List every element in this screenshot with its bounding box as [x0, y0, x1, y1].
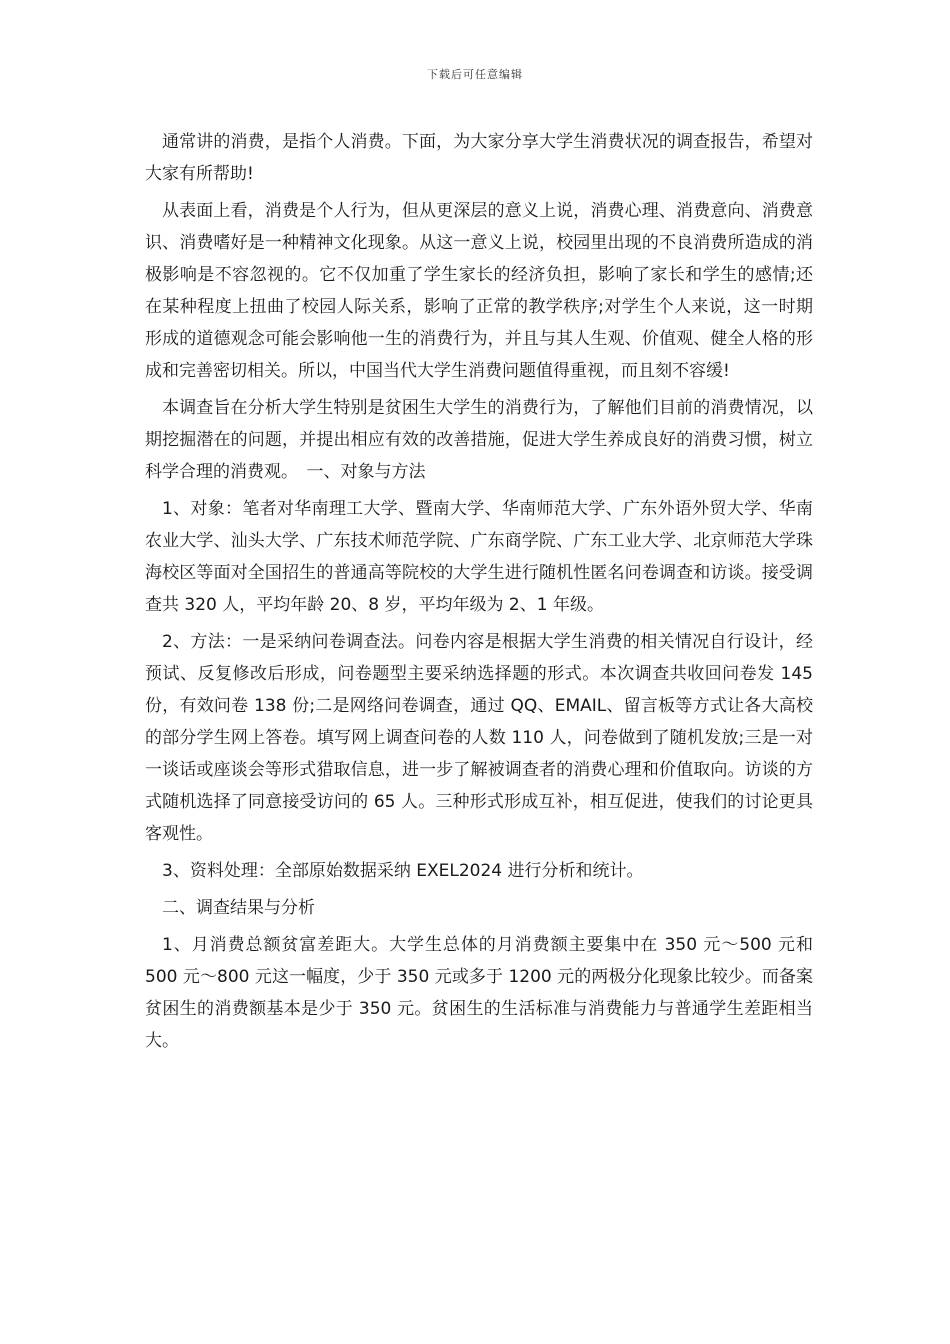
header-note: 下载后可任意编辑 [427, 68, 523, 81]
paragraph-subjects: 1、对象：笔者对华南理工大学、暨南大学、华南师范大学、广东外语外贸大学、华南农业大学、汕头大学、广东技术师范学院、广东商学院、广东工业大学、北京师范大学珠海校区等面对全国招生的普通高等院校的大学生进行随机性匿名问卷调查和访谈。接受调查共 320 人，平均年龄 20、8 岁，平均年级为 2、1 年级。 [145, 499, 813, 615]
paragraph-intro: 通常讲的消费，是指个人消费。下面，为大家分享大学生消费状况的调查报告，希望对大家有所帮助! [145, 132, 813, 184]
section-heading-results: 二、调查结果与分析 [162, 898, 315, 918]
paragraph-background: 从表面上看，消费是个人行为，但从更深层的意义上说，消费心理、消费意向、消费意识、消费嗜好是一种精神文化现象。从这一意义上说，校园里出现的不良消费所造成的消极影响是不容忽视的。它不仅加重了学生家长的经济负担，影响了家长和学生的感情;还在某种程度上扭曲了校园人际关系，影响了正常的教学秩序;对学生个人来说，这一时期形成的道德观念可能会影响他一生的消费行为，并且与其人生观、价值观、健全人格的形成和完善密切相关。所以，中国当代大学生消费问题值得重视，而且刻不容缓! [145, 201, 813, 381]
paragraph-purpose: 本调查旨在分析大学生特别是贫困生大学生的消费行为，了解他们目前的消费情况，以期挖掘潜在的问题，并提出相应有效的改善措施，促进大学生养成良好的消费习惯，树立科学合理的消费观。 一、对象与方法 [145, 398, 813, 482]
paragraph-methods: 2、方法：一是采纳问卷调查法。问卷内容是根据大学生消费的相关情况自行设计，经预试、反复修改后形成，问卷题型主要采纳选择题的形式。本次调查共收回问卷发 145 份，有效问卷 138 份;二是网络问卷调查，通过 QQ、EMAIL、留言板等方式让各大高校的部分学生网上答卷。填写网上调查问卷的人数 110 人，问卷做到了随机发放;三是一对一谈话或座谈会等形式猎取信息，进一步了解被调查者的消费心理和价值取向。访谈的方式随机选择了同意接受访问的 65 人。三种形式形成互补，相互促进，使我们的讨论更具客观性。 [145, 632, 813, 844]
paragraph-monthly-spending: 1、月消费总额贫富差距大。大学生总体的月消费额主要集中在 350 元～500 元和 500 元～800 元这一幅度，少于 350 元或多于 1200 元的两极分化现象比较少。而备案贫困生的消费额基本是少于 350 元。贫困生的生活标准与消费能力与普通学生差距相当大。 [145, 935, 813, 1051]
paragraph-data-processing: 3、资料处理：全部原始数据采纳 EXEL2024 进行分析和统计。 [162, 861, 644, 881]
document-body [145, 126, 813, 1062]
